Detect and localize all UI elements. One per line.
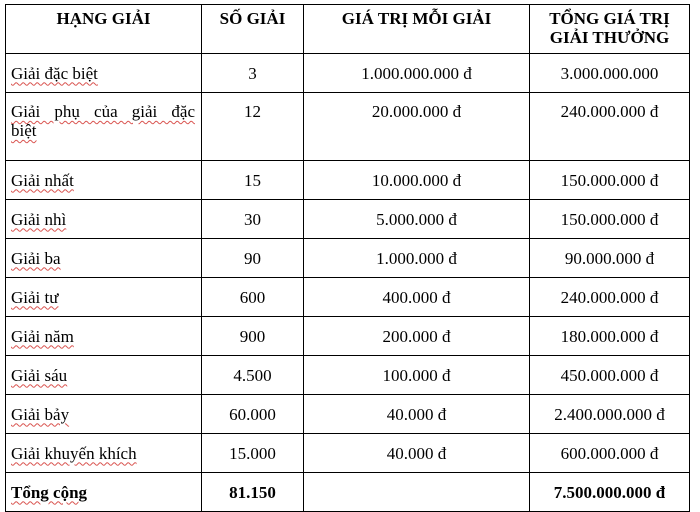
- total-label-cell: [6, 473, 202, 512]
- value-each-cell: 40.000 đ: [304, 434, 530, 473]
- table-row: [6, 161, 690, 200]
- total-cell: 600.000.000 đ: [530, 434, 690, 473]
- rank-label: Giải sáu: [11, 365, 68, 385]
- count-cell: 15.000: [202, 434, 304, 473]
- total-count-cell: 81.150: [202, 473, 304, 512]
- table-row: [6, 239, 690, 278]
- rank-cell: [6, 395, 202, 434]
- count-cell: 3: [202, 54, 304, 93]
- table-row: [6, 278, 690, 317]
- rank-label: Giải ba: [11, 248, 61, 268]
- header-total-line2: GIẢI THƯỞNG: [549, 28, 670, 47]
- rank-label-line1: Giải phụ của giải đặc: [11, 102, 195, 121]
- total-cell: 450.000.000 đ: [530, 356, 690, 395]
- total-cell: 240.000.000 đ: [530, 278, 690, 317]
- prize-table: [5, 4, 690, 512]
- header-rank: HẠNG GIẢI: [6, 5, 202, 54]
- rank-cell: [6, 239, 202, 278]
- rank-label: Giải tư: [11, 287, 59, 307]
- header-total: [530, 5, 690, 54]
- rank-cell: [6, 317, 202, 356]
- total-cell: 90.000.000 đ: [530, 239, 690, 278]
- count-cell: 30: [202, 200, 304, 239]
- value-each-cell: 1.000.000 đ: [304, 239, 530, 278]
- value-each-cell: 40.000 đ: [304, 395, 530, 434]
- value-each-cell: 5.000.000 đ: [304, 200, 530, 239]
- value-each-cell: 100.000 đ: [304, 356, 530, 395]
- value-each-cell: 10.000.000 đ: [304, 161, 530, 200]
- total-label: Tổng cộng: [11, 482, 88, 502]
- grand-total-cell: 7.500.000.000 đ: [530, 473, 690, 512]
- table-row: [6, 54, 690, 93]
- count-cell: 4.500: [202, 356, 304, 395]
- total-cell: 150.000.000 đ: [530, 200, 690, 239]
- total-value-each-cell: [304, 473, 530, 512]
- total-cell: 2.400.000.000 đ: [530, 395, 690, 434]
- rank-label: Giải nhất: [11, 170, 74, 190]
- rank-label: Giải đặc biệt: [11, 63, 98, 83]
- rank-cell: [6, 278, 202, 317]
- header-row: [6, 5, 690, 54]
- total-cell: 150.000.000 đ: [530, 161, 690, 200]
- table-row: [6, 93, 690, 161]
- rank-cell: [6, 434, 202, 473]
- value-each-cell: 400.000 đ: [304, 278, 530, 317]
- rank-cell: [6, 200, 202, 239]
- rank-label: Giải nhì: [11, 209, 67, 229]
- rank-label-line2: biệt: [11, 121, 37, 140]
- header-value-each: GIÁ TRỊ MỖI GIẢI: [304, 5, 530, 54]
- table-row: [6, 317, 690, 356]
- header-count: SỐ GIẢI: [202, 5, 304, 54]
- total-cell: 3.000.000.000: [530, 54, 690, 93]
- rank-label: Giải khuyến khích: [11, 443, 137, 463]
- table-row: [6, 395, 690, 434]
- table-row: [6, 434, 690, 473]
- count-cell: 90: [202, 239, 304, 278]
- value-each-cell: 200.000 đ: [304, 317, 530, 356]
- count-cell: 600: [202, 278, 304, 317]
- total-cell: 180.000.000 đ: [530, 317, 690, 356]
- count-cell: 900: [202, 317, 304, 356]
- value-each-cell: 20.000.000 đ: [304, 93, 530, 161]
- table-row: [6, 200, 690, 239]
- rank-label: Giải năm: [11, 326, 74, 346]
- count-cell: 15: [202, 161, 304, 200]
- rank-cell: [6, 161, 202, 200]
- count-cell: 12: [202, 93, 304, 161]
- rank-cell: [6, 93, 202, 161]
- total-row: [6, 473, 690, 512]
- value-each-cell: 1.000.000.000 đ: [304, 54, 530, 93]
- header-total-line1: TỔNG GIÁ TRỊ: [549, 9, 670, 28]
- rank-cell: [6, 54, 202, 93]
- table-body: [6, 54, 690, 512]
- rank-cell: [6, 356, 202, 395]
- rank-label: Giải bảy: [11, 404, 70, 424]
- table-row: [6, 356, 690, 395]
- table-header: [6, 5, 690, 54]
- count-cell: 60.000: [202, 395, 304, 434]
- total-cell: 240.000.000 đ: [530, 93, 690, 161]
